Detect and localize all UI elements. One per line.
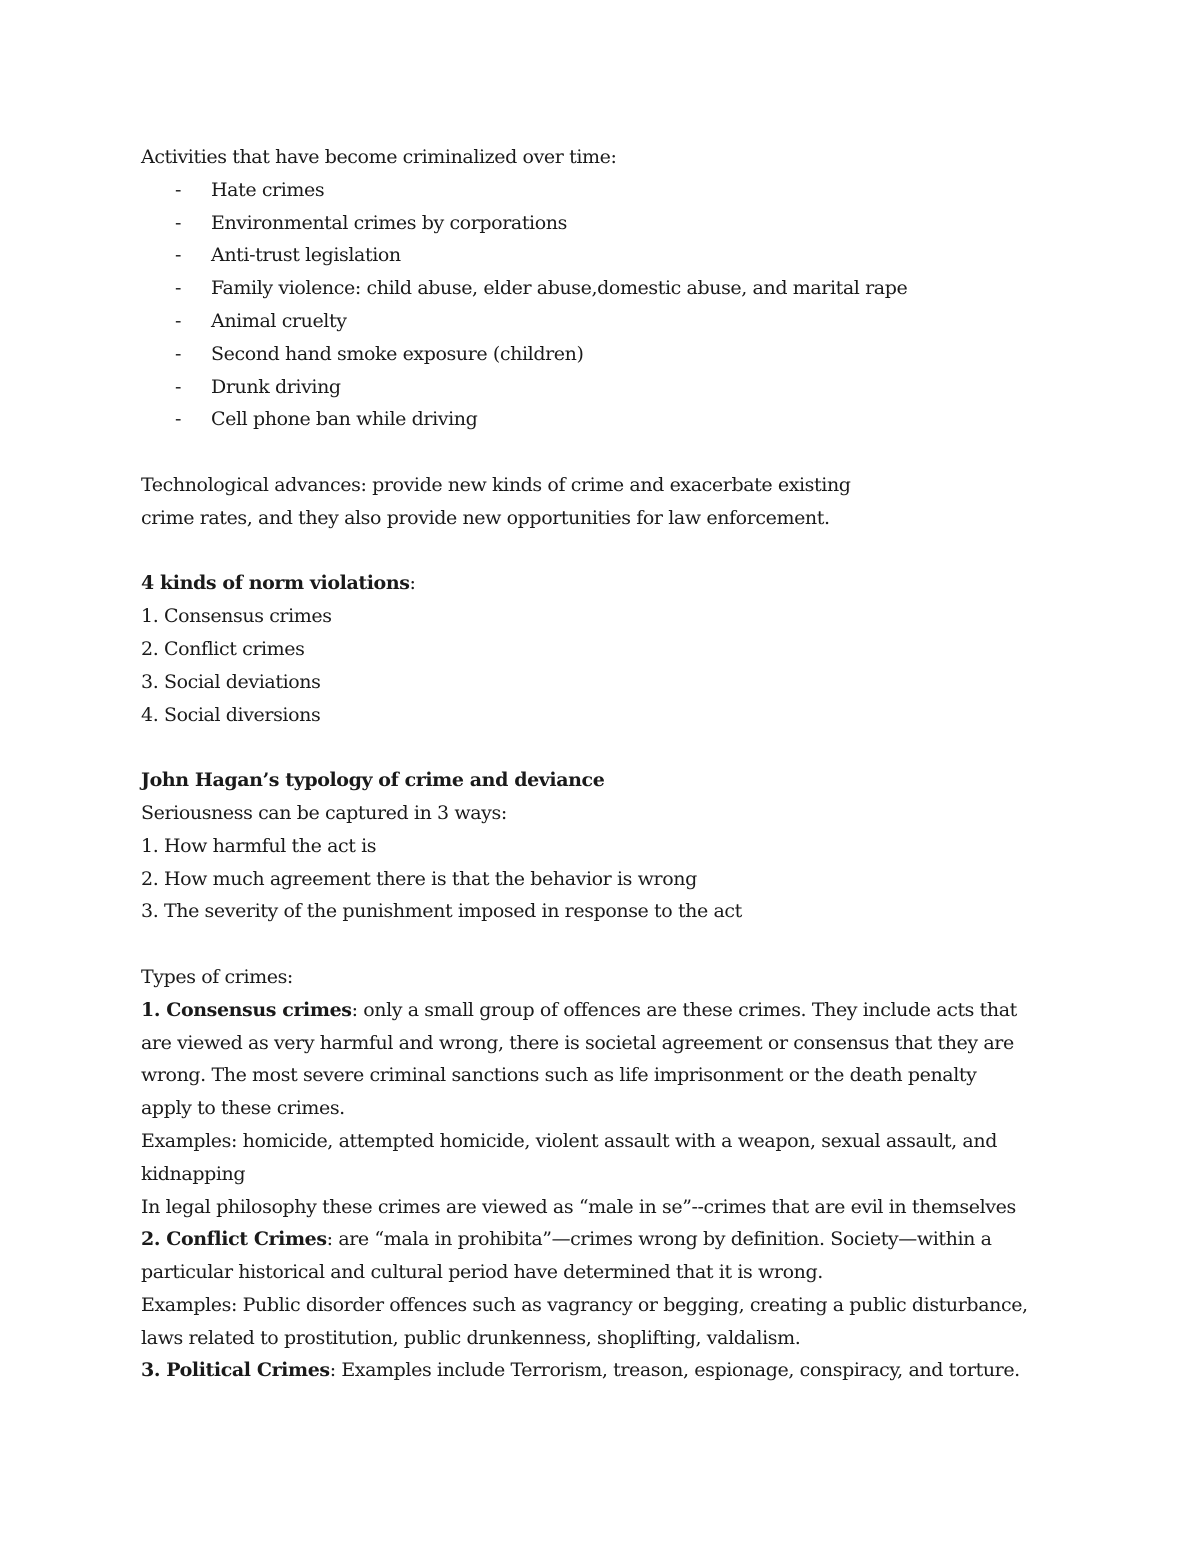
consensus-crimes-line-4: apply to these crimes.: [141, 1097, 345, 1120]
conflict-crimes-line-1: 2. Conflict Crimes: are “mala in prohibita”—crimes wrong by definition. Society—within a: [141, 1228, 992, 1251]
dash-bullet-icon: -: [175, 178, 182, 201]
list-item: - Environmental crimes by corporations: [141, 207, 1071, 240]
norm-violations-heading: 4 kinds of norm violations:: [141, 572, 416, 595]
dash-bullet-icon: -: [175, 408, 182, 431]
spacer: [141, 731, 1071, 764]
list-item: - Drunk driving: [141, 371, 1071, 404]
political-crimes-line: 3. Political Crimes: Examples include Terrorism, treason, espionage, conspiracy, and torture.: [141, 1359, 1020, 1382]
consensus-philosophy: In legal philosophy these crimes are viewed as “male in se”--crimes that are evil in themselves: [141, 1195, 1016, 1218]
list-item: 4. Social diversions: [141, 703, 321, 726]
consensus-examples-line-1: Examples: homicide, attempted homicide, violent assault with a weapon, sexual assault, and: [141, 1129, 997, 1152]
document-page: [141, 141, 1071, 1387]
dash-bullet-icon: -: [175, 244, 182, 267]
spacer: [141, 436, 1071, 469]
hagan-typology-heading: John Hagan’s typology of crime and deviance: [141, 769, 605, 792]
consensus-crimes-line-3: wrong. The most severe criminal sanctions such as life imprisonment or the death penalty: [141, 1064, 977, 1087]
consensus-crimes-line-1: 1. Consensus crimes: only a small group of offences are these crimes. They include acts that: [141, 998, 1017, 1021]
list-item: - Anti-trust legislation: [141, 239, 1071, 272]
list-item: - Cell phone ban while driving: [141, 403, 1071, 436]
technological-advances-line-2: crime rates, and they also provide new opportunities for law enforcement.: [141, 506, 830, 529]
dash-bullet-icon: -: [175, 277, 182, 300]
criminalized-activities-list: [141, 174, 1071, 436]
list-item: 2. Conflict crimes: [141, 637, 305, 660]
conflict-examples-line-1: Examples: Public disorder offences such as vagrancy or begging, creating a public disturbance,: [141, 1293, 1028, 1316]
list-item: - Animal cruelty: [141, 305, 1071, 338]
list-item: - Family violence: child abuse, elder abuse,domestic abuse, and marital rape: [141, 272, 1071, 305]
types-of-crimes-heading: Types of crimes:: [141, 965, 293, 988]
list-item: - Second hand smoke exposure (children): [141, 338, 1071, 371]
seriousness-intro: Seriousness can be captured in 3 ways:: [141, 801, 507, 824]
consensus-crimes-label: 1. Consensus crimes: [141, 998, 352, 1021]
dash-bullet-icon: -: [175, 342, 182, 365]
list-item: 3. Social deviations: [141, 670, 321, 693]
list-item: - Hate crimes: [141, 174, 1071, 207]
political-crimes-label: 3. Political Crimes: [141, 1359, 330, 1382]
conflict-crimes-label: 2. Conflict Crimes: [141, 1228, 327, 1251]
dash-bullet-icon: -: [175, 211, 182, 234]
dash-bullet-icon: -: [175, 375, 182, 398]
consensus-examples-line-2: kidnapping: [141, 1162, 246, 1185]
spacer: [141, 535, 1071, 568]
technological-advances-line-1: Technological advances: provide new kinds of crime and exacerbate existing: [141, 473, 851, 496]
conflict-examples-line-2: laws related to prostitution, public drunkenness, shoplifting, valdalism.: [141, 1326, 801, 1349]
conflict-crimes-line-2: particular historical and cultural period have determined that it is wrong.: [141, 1261, 823, 1284]
list-item: 2. How much agreement there is that the behavior is wrong: [141, 867, 697, 890]
dash-bullet-icon: -: [175, 309, 182, 332]
consensus-crimes-line-2: are viewed as very harmful and wrong, there is societal agreement or consensus that they are: [141, 1031, 1014, 1054]
list-item: 3. The severity of the punishment imposed in response to the act: [141, 900, 742, 923]
list-item: 1. Consensus crimes: [141, 605, 332, 628]
spacer: [141, 928, 1071, 961]
list-item: 1. How harmful the act is: [141, 834, 377, 857]
criminalized-activities-heading: Activities that have become criminalized over time:: [141, 146, 617, 168]
